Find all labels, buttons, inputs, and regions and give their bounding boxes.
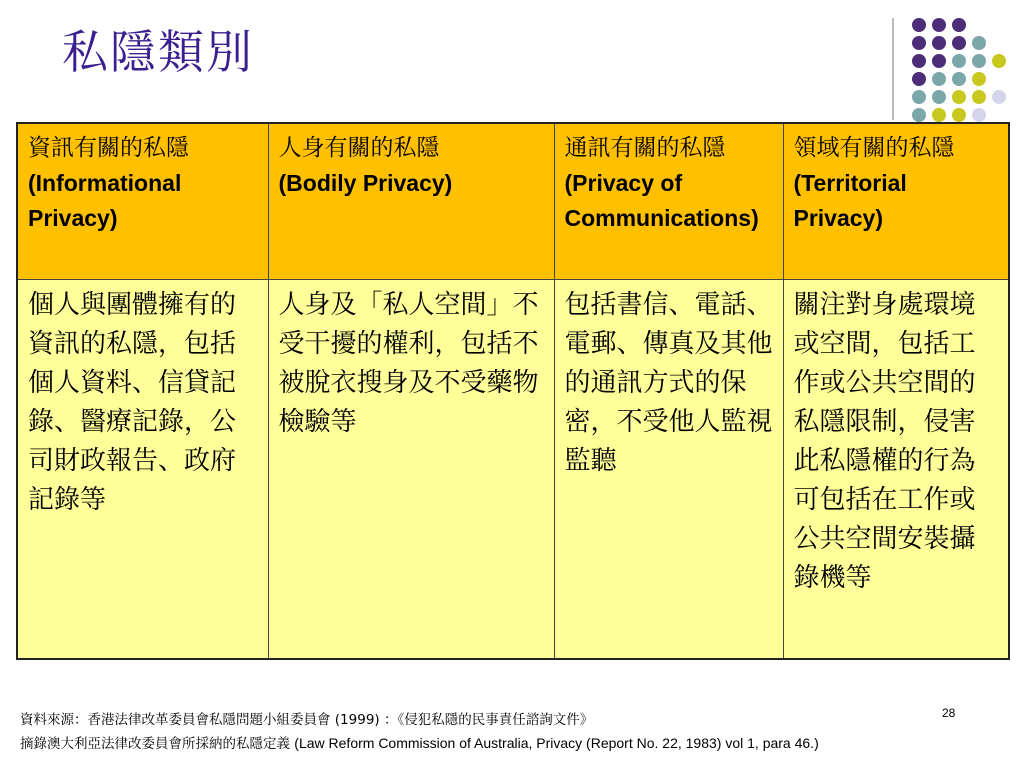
decorative-dot [952,90,966,104]
header-en-label: (Privacy of Communications) [564,170,759,231]
header-en-label: (Informational Privacy) [28,170,182,231]
decorative-dot-grid [908,18,1018,128]
decorative-dot [932,72,946,86]
header-cell-communications [554,123,783,280]
citation-note [20,732,819,752]
decorative-dot [972,108,986,122]
header-zh-label: 人身有關的私隱 [278,135,440,161]
decorative-dot [952,72,966,86]
description-cell-communications: 包括書信、電話、電郵、傳真及其他的通訊方式的保密，不受他人監視監聽 [554,280,783,660]
decorative-dot [972,72,986,86]
citation-en: (Law Reform Commission of Australia, Privacy (Report No. 22, 1983) vol 1, para 46.) [294,735,819,751]
decorative-dot [992,90,1006,104]
slide-title: 私隱類別 [62,25,254,79]
decorative-dot [912,90,926,104]
header-zh-label: 領域有關的私隱 [793,135,955,161]
decorative-dot [932,90,946,104]
decorative-dot [952,108,966,122]
decorative-divider [892,18,894,120]
decorative-dot [932,18,946,32]
decorative-dot [912,18,926,32]
header-en-label: (Bodily Privacy) [278,170,453,196]
header-cell-bodily [268,123,554,280]
decorative-dot [952,18,966,32]
citation-zh: 摘錄澳大利亞法律改委員會所採納的私隱定義 [20,736,290,752]
privacy-types-table [16,122,1010,660]
decorative-dot [992,54,1006,68]
header-zh-label: 通訊有關的私隱 [564,135,726,161]
table-description-row [17,280,1009,660]
decorative-dot [972,54,986,68]
decorative-dot [952,36,966,50]
decorative-dot [932,36,946,50]
header-cell-informational [17,123,268,280]
description-cell-territorial: 關注對身處環境或空間，包括工作或公共空間的私隱限制，侵害此私隱權的行為可包括在工作或公共空間安裝攝錄機等 [783,280,1009,660]
decorative-dot [972,36,986,50]
table-header-row [17,123,1009,280]
decorative-dot [972,90,986,104]
decorative-dot [912,36,926,50]
decorative-dot [912,72,926,86]
description-cell-informational: 個人與團體擁有的資訊的私隱，包括個人資料、信貸記錄、醫療記錄，公司財政報告、政府記錄等 [17,280,268,660]
source-note: 資料來源：香港法律改革委員會私隱問題小組委員會 (1999) ：《侵犯私隱的民事責任諮詢文件》 [20,712,594,728]
header-zh-label: 資訊有關的私隱 [28,135,189,161]
header-en-label: (Territorial Privacy) [793,170,907,231]
decorative-dot [932,54,946,68]
header-cell-territorial [783,123,1009,280]
page-number: 28 [942,706,956,720]
description-cell-bodily: 人身及「私人空間」不受干擾的權利，包括不被脫衣搜身及不受藥物檢驗等 [268,280,554,660]
decorative-dot [912,108,926,122]
decorative-dot [952,54,966,68]
decorative-dot [912,54,926,68]
decorative-dot [932,108,946,122]
